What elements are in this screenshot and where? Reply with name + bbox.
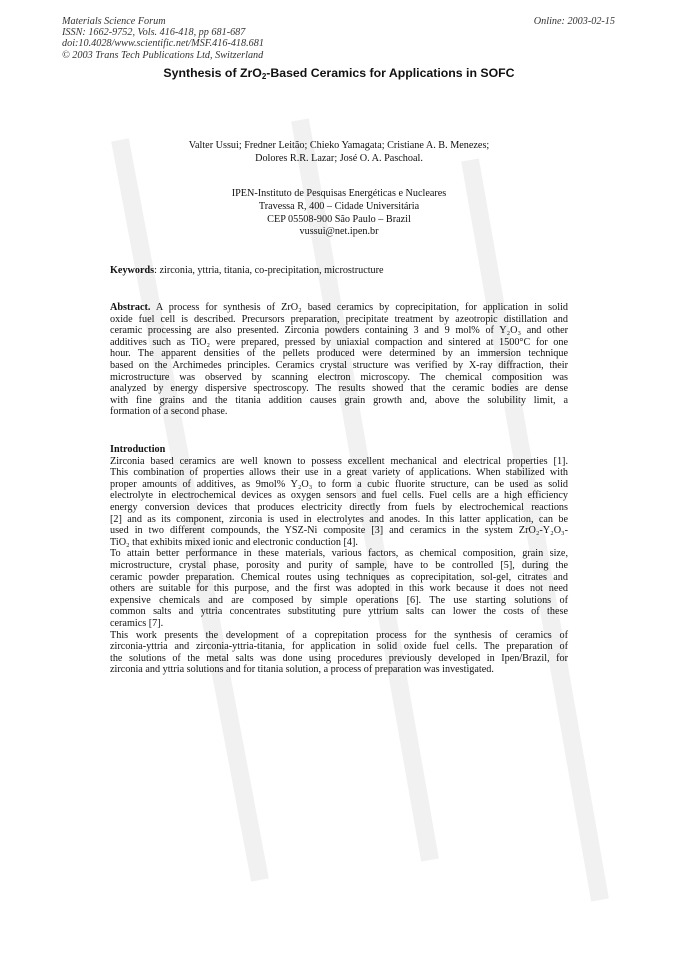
paper-title: [0, 66, 678, 81]
intro-line: the solutions of the metal salts was done using procedures previously developed in Ipen/Brazil, for: [110, 652, 568, 664]
copyright-line: © 2003 Trans Tech Publications Ltd, Switzerland: [62, 49, 264, 61]
abstract: [110, 302, 568, 418]
author-list: [0, 140, 678, 166]
intro-line: This combination of properties allows their use in a great variety of applications. When stabilized with: [110, 467, 568, 479]
intro-line: others are suitable for this purpose, and the first was adopted in this work because it does not need: [110, 583, 568, 595]
intro-line: energy conversion devices that produces electricity directly from fuels by electrochemical reactions: [110, 501, 568, 513]
abstract-line: hour. The apparent densities of the pellets produced were determined by an immersion technique: [110, 348, 568, 360]
authors-line-1: Valter Ussui; Fredner Leitão; Chieko Yamagata; Cristiane A. B. Menezes;: [188, 140, 490, 151]
introduction-section: [110, 444, 568, 676]
abstract-line: formation of a second phase.: [110, 406, 228, 418]
title-part-2: -Based Ceramics for Applications in SOFC: [266, 66, 515, 80]
intro-line: zirconia and yttria solutions and for titania solution, a process of preparation was investigated.: [110, 664, 494, 676]
title-subscript: 2: [261, 72, 267, 81]
intro-line: microstructure, crystal phase, porosity and purity of sample, have to be controlled [5], during the: [110, 559, 568, 571]
online-date: Online: 2003-02-15: [533, 16, 615, 27]
abstract-line: microstructure was observed by scanning electron microscopy. The chemical composition was: [110, 371, 568, 383]
intro-line: Zirconia based ceramics are well known to possess excellent mechanical and electrical properties [1].: [110, 455, 568, 467]
issn-line: ISSN: 1662-9752, Vols. 416-418, pp 681-687: [62, 27, 246, 39]
intro-line: ceramics [7].: [110, 617, 164, 629]
abstract-line: with fine grains and the titania addition causes grain growth and, above the solubility limit, a: [110, 394, 568, 406]
keywords: [110, 265, 570, 276]
abstract-label: Abstract.: [110, 302, 151, 313]
introduction-heading: Introduction: [110, 444, 166, 455]
abstract-line: analyzed by energy dispersive spectroscopy. The results showed that the ceramic bodies are dense: [110, 383, 568, 395]
affiliation-email: vussui@net.ipen.br: [299, 226, 379, 238]
abstract-line: based on the Archimedes principles. Ceramics crystal structure was verified by X-ray diffraction, their: [110, 359, 568, 371]
intro-line: To attain better performance in these materials, various factors, as chemical composition, grain size,: [110, 548, 568, 560]
affiliation-city: CEP 05508-900 São Paulo – Brazil: [267, 213, 411, 225]
doi-line: doi:10.4028/www.scientific.net/MSF.416-418.681: [62, 38, 264, 50]
intro-line: expensive chemicals and are composed by simple operations [6]. The use starting solutions of: [110, 594, 568, 606]
affiliation: [0, 188, 678, 239]
abstract-line: additives such as TiO₂ were prepared, pressed by uniaxial compaction and sintered at 1500°C for one: [110, 336, 568, 348]
intro-line: used in two different compounds, the YSZ-Ni composite [3] and ceramics in the system ZrO₂-Y₂O₃-: [110, 525, 568, 537]
affiliation-street: Travessa R, 400 – Cidade Universitária: [258, 200, 420, 212]
abstract-line-text: A process for synthesis of ZrO₂ based ceramics by coprecipitation, for application in solid: [150, 302, 568, 313]
intro-line: zirconia-yttria and zirconia-yttria-titania, for application in solid oxide fuel cells. The preparation of: [110, 641, 568, 653]
intro-line: [2] and as its component, zirconia is used in electrolytes and anodes. In this latter application, can be: [110, 513, 568, 525]
abstract-line: [110, 302, 568, 314]
intro-line: This work presents the development of a coprepitation process for the synthesis of ceramics of: [110, 629, 568, 641]
title-part-1: Synthesis of ZrO: [163, 66, 262, 80]
abstract-line: ceramic processing are also presented. Zirconia powders containing 3 and 9 mol% of Y₂O₃ and other: [110, 325, 568, 337]
intro-line: proper amounts of additives, as 9mol% Y₂O₃ to form a cubic fluorite structure, can be used as solid: [110, 478, 568, 490]
intro-line: common salts and yttria concentrates substituting pure yttrium salts can lower the costs of these: [110, 606, 568, 618]
journal-name: Materials Science Forum: [62, 16, 166, 27]
authors-line-2: Dolores R.R. Lazar; José O. A. Paschoal.: [255, 152, 423, 164]
journal-header: [62, 16, 264, 61]
intro-line: TiO₂ that exhibits mixed ionic and electronic conduction [4].: [110, 536, 358, 548]
keywords-text: : zirconia, yttria, titania, co-precipitation, microstructure: [154, 265, 384, 276]
intro-line: ceramic powder preparation. Chemical routes using techniques as coprecipitation, sol-gel, citrates and: [110, 571, 568, 583]
affiliation-institute: IPEN-Instituto de Pesquisas Energéticas e Nucleares: [231, 188, 447, 199]
intro-line: electrolyte in electrochemical devices as oxygen sensors and fuel cells. Fuel cells are a high efficiency: [110, 490, 568, 502]
abstract-line: oxide fuel cell is described. Precursors preparation, precipitate treatment by azeotropic distillation and: [110, 313, 568, 325]
keywords-label: Keywords: [110, 265, 155, 276]
